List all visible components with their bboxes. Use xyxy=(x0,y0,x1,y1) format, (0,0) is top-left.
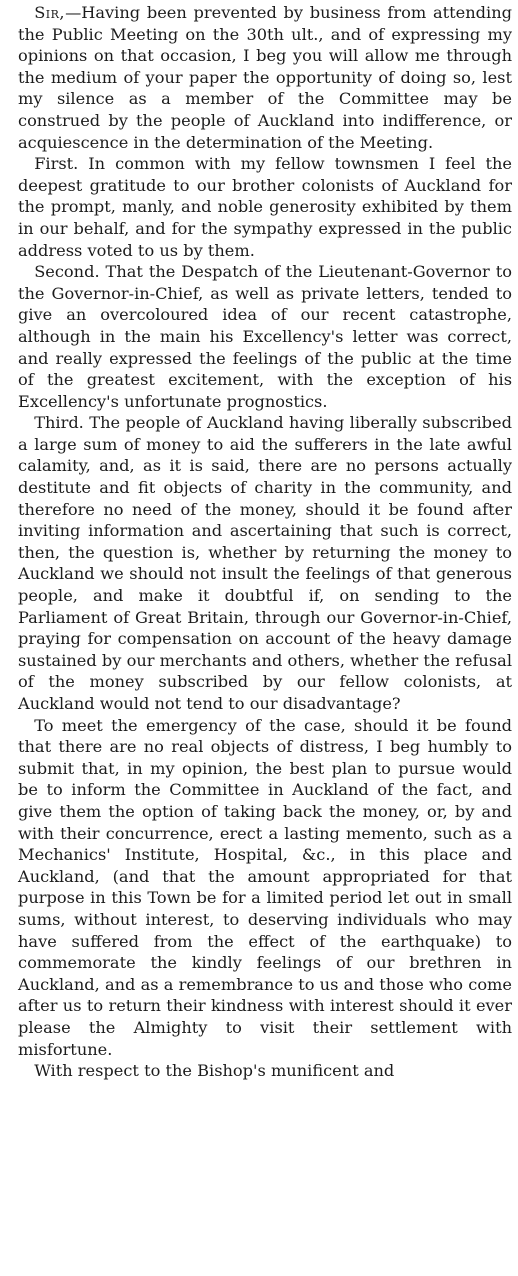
paragraph-text: To meet the emergency of the case, should it be found that there are no real objects of distress, I beg humbly to submit that, in my opinion, the best plan to pursue would be to inform the Committee in Auckland of the fact, and give them the option of taking back the money, or, by and with their concurrence, erect a lasting memento, such as a Mechanics' Institute, Hospital, &c., in this place and Auckland, (and that the amount appropriated for that purpose in this Town be for a limited period let out in small sums, without interest, to deserving individuals who may have suffered from the effect of the earthquake) to commemorate the kindly feelings of our brethren in Auckland, and as a remembrance to us and those who come after us to return their kindness with interest should it ever please the Almighty to visit their settlement with misfortune. xyxy=(18,715,512,1059)
paragraph-text: —Having been prevented by business from attending the Public Meeting on the 30th ult., and of expressing my opinions on that occasion, I beg you will allow me through the medium of your paper the opportunity of doing so, lest my silence as a member of the Committee may be construed by the people of Auckland into indifference, or acquiescence in the determination of the Meeting. xyxy=(18,3,512,152)
letter-paragraph-first xyxy=(18,153,512,261)
paragraph-text: With respect to the Bishop's munificent and xyxy=(34,1061,395,1081)
paragraph-text: First. In common with my fellow townsmen I feel the deepest gratitude to our brother colonists of Auckland for the prompt, manly, and noble generosity exhibited by them in our behalf, and for the sympathy expressed in the public address voted to us by them. xyxy=(18,154,512,260)
salutation: Sir, xyxy=(34,3,66,22)
paragraph-text: Second. That the Despatch of the Lieutenant-Governor to the Governor-in-Chief, as well as private letters, tended to give an overcoloured idea of our recent catastrophe, although in the main his Excellency's letter was correct, and really expressed the feelings of the public at the time of the greatest excitement, with the exception of his Excellency's unfortunate prognostics. xyxy=(18,262,512,411)
paragraph-text: Third. The people of Auckland having liberally subscribed a large sum of money to aid the sufferers in the late awful calamity, and, as it is said, there are no persons actually destitute and fit objects of charity in the community, and therefore no need of the money, should it be found after inviting information and ascertaining that such is correct, then, the question is, whether by returning the money to Auckland we should not insult the feelings of that generous people, and make it doubtful if, on sending to the Parliament of Great Britain, through our Governor-in-Chief, praying for compensation on account of the heavy damage sustained by our merchants and others, whether the refusal of the money subscribed by our fellow colonists, at Auckland would not tend to our disadvantage? xyxy=(18,413,512,713)
letter-paragraph-bishop xyxy=(18,1060,512,1082)
letter-paragraph-salutation xyxy=(18,2,512,153)
letter-paragraph-third xyxy=(18,412,512,714)
letter-paragraph-second xyxy=(18,261,512,412)
letter-paragraph-proposal xyxy=(18,715,512,1061)
